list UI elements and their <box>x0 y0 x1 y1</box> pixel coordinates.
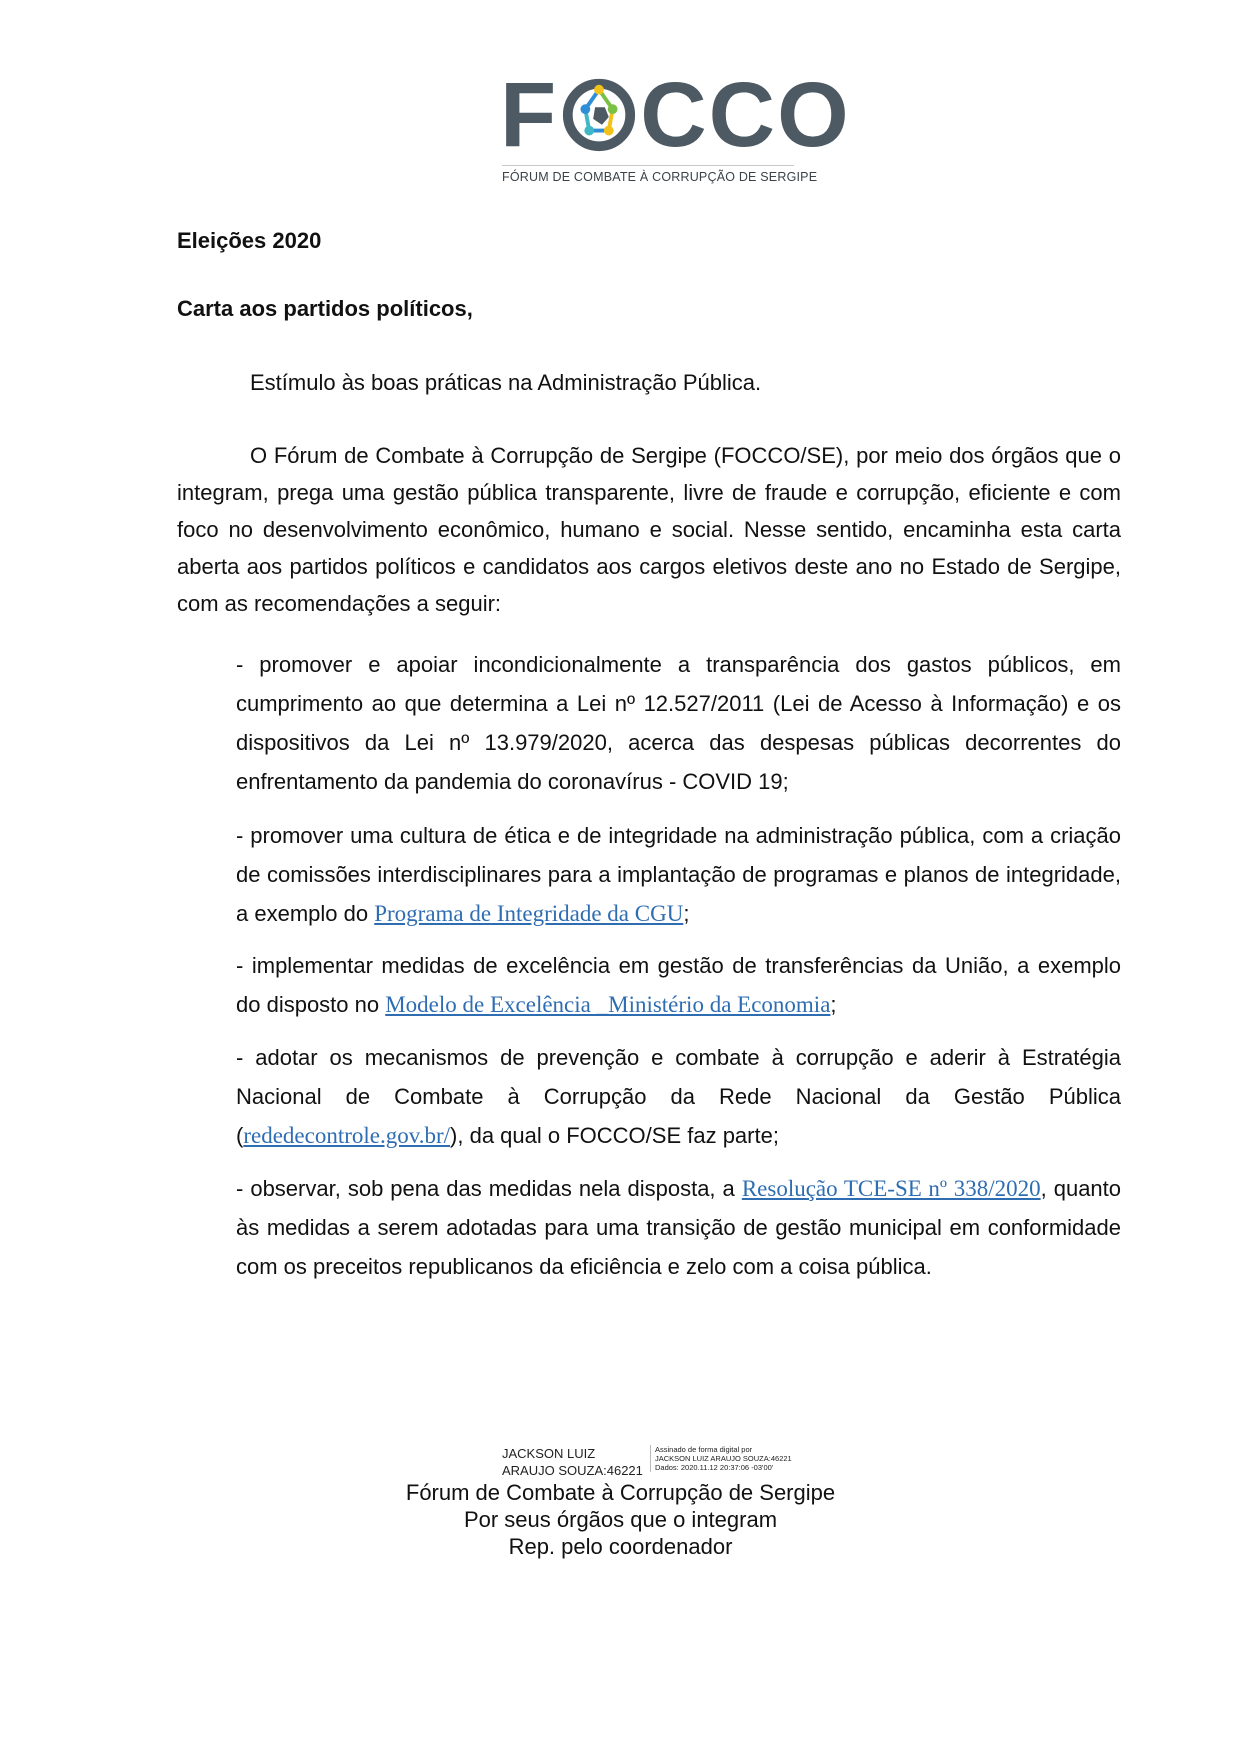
item-text: - promover e apoiar incondicionalmente a transparência dos gastos públicos, em cumprimento ao que determina a Lei nº 12.527/2011 (Lei de Acesso à Informação) e os dispositivos da Lei nº 13.979/2020, acerca das despesas públicas decorrentes do enfrentamento da pandemia do coronavírus - COVID 19; <box>236 652 1121 794</box>
rede-de-controle-link[interactable]: rededecontrole.gov.br/ <box>243 1123 451 1148</box>
letter-subject: Estímulo às boas práticas na Administração Pública. <box>250 370 762 395</box>
recommendation-item <box>236 645 1121 801</box>
recommendation-item <box>236 816 1121 933</box>
footer-members: Por seus órgãos que o integram <box>463 1507 778 1532</box>
tce-se-resolution-link[interactable]: Resolução TCE-SE nº 338/2020 <box>741 1176 1041 1201</box>
signature-name-line2: ARAUJO SOUZA:46221 <box>502 1463 643 1478</box>
item-text-end: ; <box>830 992 837 1017</box>
logo-letters-cco: CCO <box>640 64 851 166</box>
signature-detail-line1: Assinado de forma digital por <box>655 1445 753 1454</box>
letter-title: Eleições 2020 <box>177 228 322 253</box>
item-text: - observar, sob pena das medidas nela disposta, a <box>236 1176 742 1201</box>
excellence-model-link[interactable]: Modelo de Excelência _Ministério da Economia <box>385 992 831 1017</box>
logo-network-icon <box>560 76 638 154</box>
recommendation-item <box>236 1169 1121 1286</box>
item-text: - adotar os mecanismos de prevenção e combate à corrupção e aderir à Estratégia Nacional de Combate à Corrupção da Rede Nacional da Gestão Pública ( <box>236 1045 1121 1148</box>
footer-representative: Rep. pelo coordenador <box>508 1534 733 1559</box>
footer-organization: Fórum de Combate à Corrupção de Sergipe <box>405 1480 836 1505</box>
logo-wordmark <box>500 64 851 166</box>
signature-name-line1: JACKSON LUIZ <box>502 1446 596 1461</box>
focco-logo <box>500 64 851 185</box>
item-text-end: ; <box>683 901 690 926</box>
recommendation-item <box>236 1038 1121 1155</box>
intro-paragraph: O Fórum de Combate à Corrupção de Sergipe (FOCCO/SE), por meio dos órgãos que o integram, prega uma gestão pública transparente, livre de fraude e corrupção, eficiente e com foco no desenvolvimento econômico, humano e social. Nesse sentido, encaminha esta carta aberta aos partidos políticos e candidatos aos cargos eletivos deste ano no Estado de Sergipe, com as recomendações a seguir: <box>177 443 1121 616</box>
recommendation-item <box>236 946 1121 1024</box>
cgu-integrity-program-link[interactable]: Programa de Integridade da CGU <box>374 901 684 926</box>
signature-name <box>502 1445 643 1479</box>
item-text: - promover uma cultura de ética e de integridade na administração pública, com a criação de comissões interdisciplinares para a implantação de programas e planos de integridade, a exemplo do <box>236 823 1121 926</box>
signature-detail-line2: JACKSON LUIZ ARAUJO SOUZA:46221 <box>655 1454 792 1463</box>
signature-details <box>650 1445 792 1472</box>
item-text-end: ), da qual o FOCCO/SE faz parte; <box>450 1123 779 1148</box>
signature-detail-line3: Dados: 2020.11.12 20:37:06 -03'00' <box>655 1463 774 1472</box>
item-text-end: , quanto às medidas a serem adotadas para uma transição de gestão municipal em conformidade com os preceitos republicanos da eficiência e zelo com a coisa pública. <box>236 1176 1122 1279</box>
logo-subtitle: FÓRUM DE COMBATE À CORRUPÇÃO DE SERGIPE <box>502 165 794 184</box>
letter-salutation: Carta aos partidos políticos, <box>177 296 473 321</box>
logo-letter-f: F <box>500 64 559 166</box>
item-text: - implementar medidas de excelência em gestão de transferências da União, a exemplo do disposto no <box>236 953 1121 1017</box>
